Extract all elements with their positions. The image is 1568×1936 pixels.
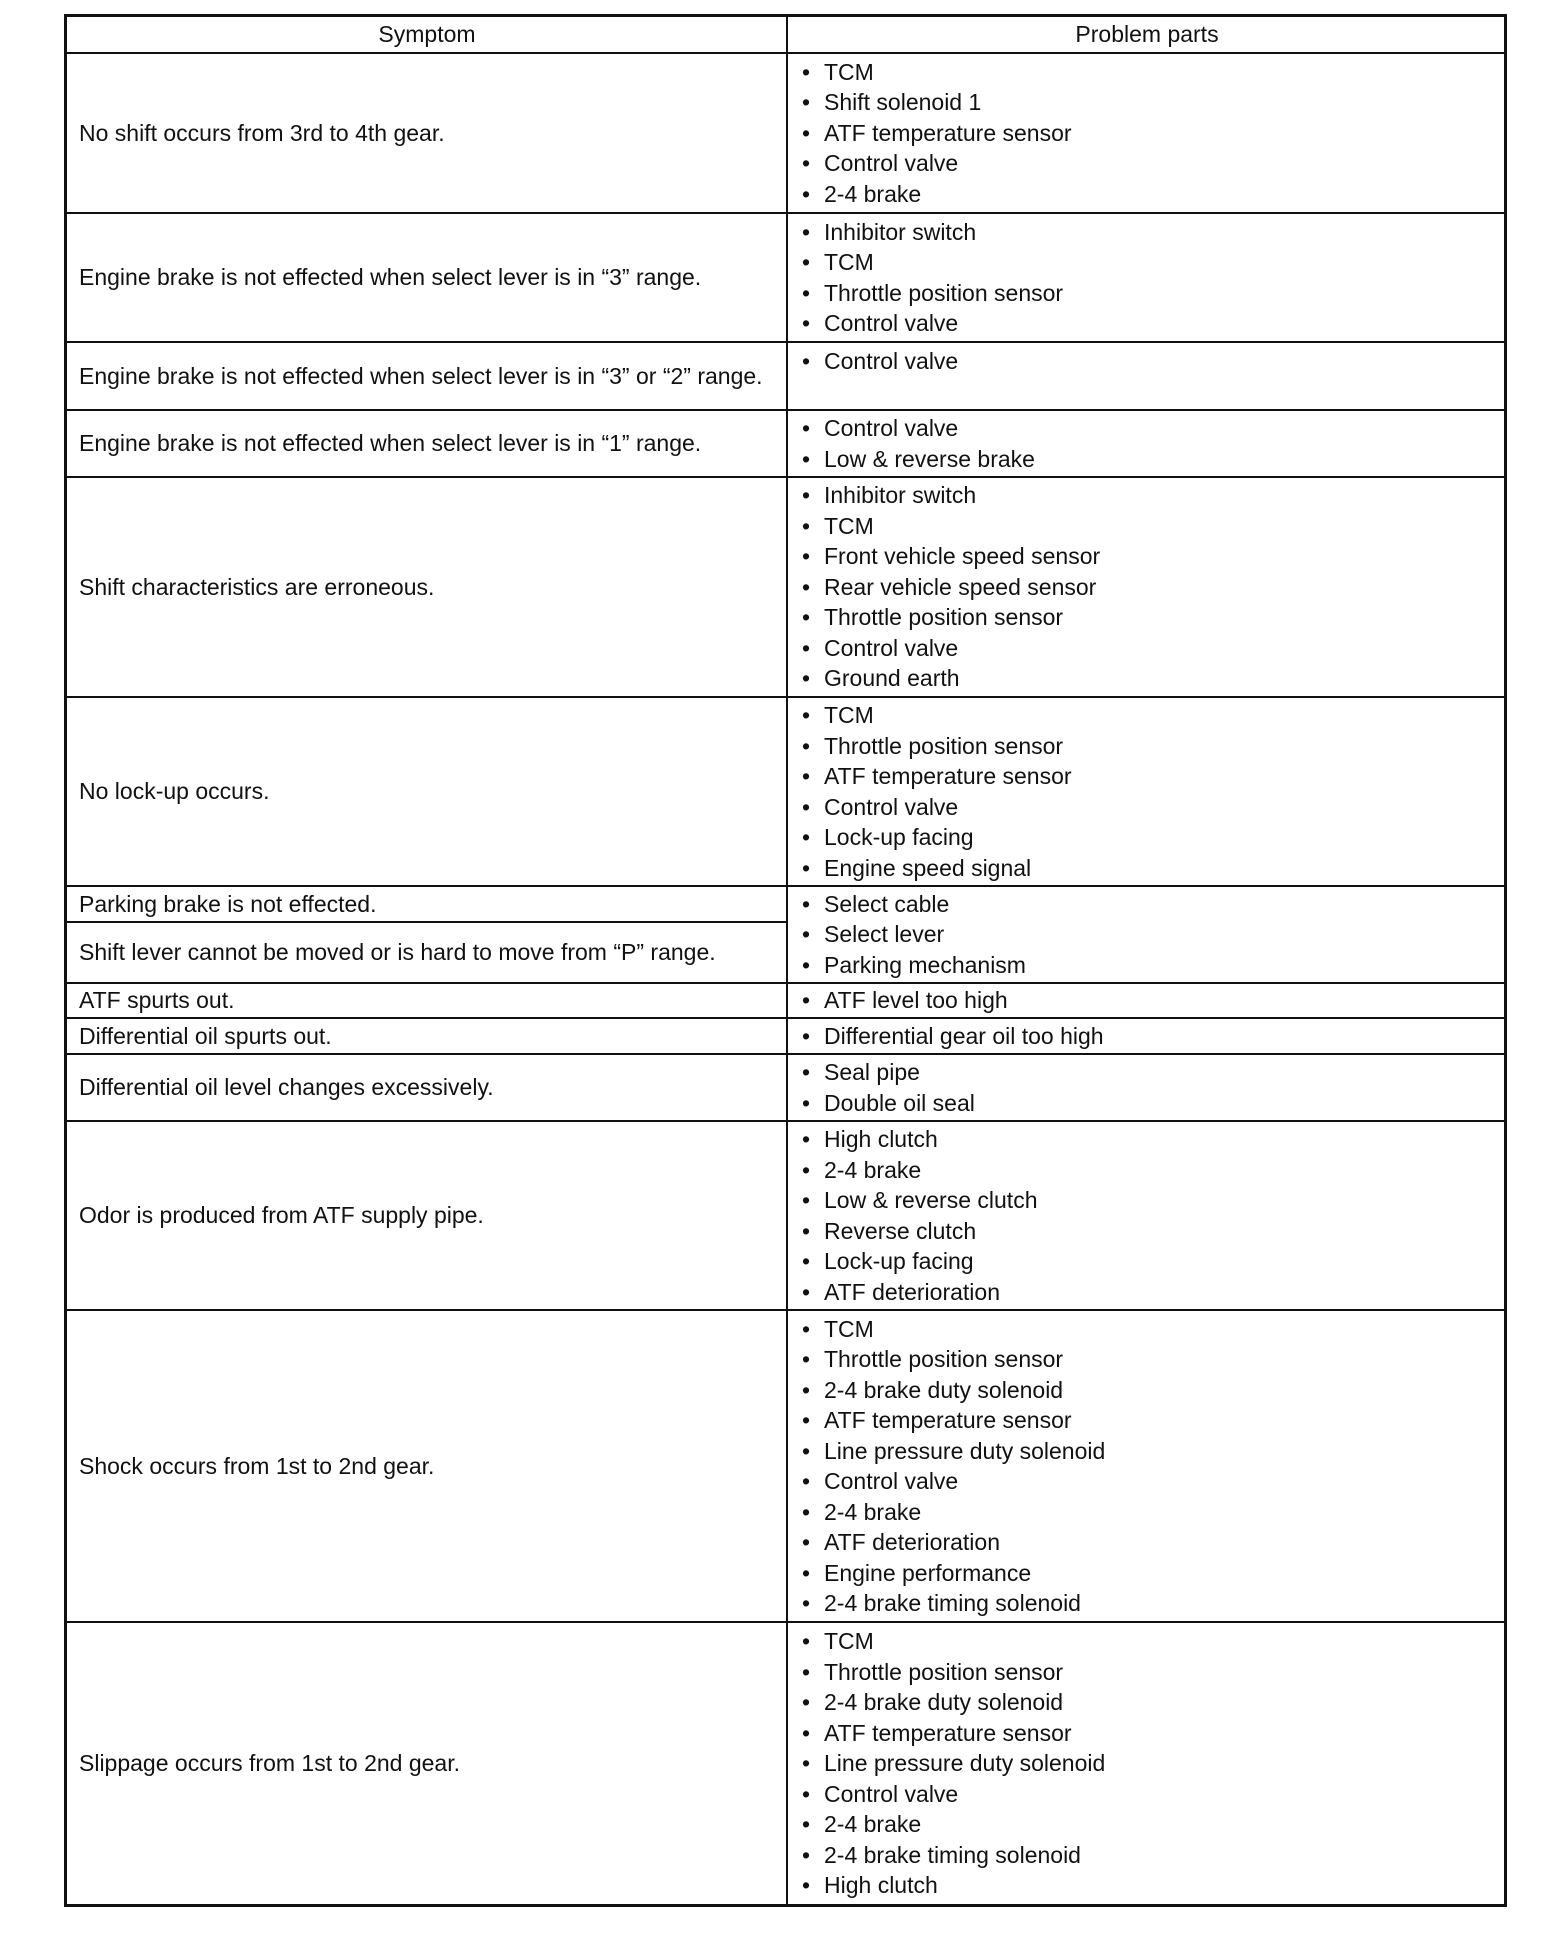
parts-list [798, 700, 1072, 883]
list-item: • ATF temperature sensor [798, 1718, 1105, 1749]
list-item: • Throttle position sensor [798, 602, 1100, 633]
parts-list [798, 1057, 975, 1118]
parts-cell [788, 984, 1504, 1017]
list-item: • TCM [798, 57, 1072, 88]
parts-cell [788, 1019, 1504, 1053]
parts-cell [788, 1311, 1504, 1621]
list-item: • 2-4 brake duty solenoid [798, 1375, 1105, 1406]
symptom-cell: Engine brake is not effected when select lever is in “3” or “2” range. [79, 362, 763, 389]
list-item: • Front vehicle speed sensor [798, 541, 1100, 572]
parts-cell [788, 887, 1504, 982]
list-item: • 2-4 brake timing solenoid [798, 1840, 1105, 1871]
parts-cell [788, 411, 1504, 476]
list-item: • ATF temperature sensor [798, 1405, 1105, 1436]
list-item: • Low & reverse brake [798, 444, 1035, 475]
symptom-cell: No shift occurs from 3rd to 4th gear. [79, 119, 445, 146]
list-item: • Low & reverse clutch [798, 1185, 1037, 1216]
symptom-cell: Shift lever cannot be moved or is hard to move from “P” range. [79, 939, 716, 966]
list-item: • Lock-up facing [798, 822, 1072, 853]
list-item: • Control valve [798, 792, 1072, 823]
list-item: • Throttle position sensor [798, 731, 1072, 762]
parts-list [798, 413, 1035, 474]
list-item: • TCM [798, 1626, 1105, 1657]
list-item: • 2-4 brake [798, 1155, 1037, 1186]
parts-list [798, 889, 1026, 981]
list-item: • Reverse clutch [798, 1216, 1037, 1247]
list-item: • High clutch [798, 1124, 1037, 1155]
list-item: • 2-4 brake [798, 1497, 1105, 1528]
list-item: • 2-4 brake timing solenoid [798, 1588, 1105, 1619]
list-item: • Ground earth [798, 663, 1100, 694]
list-item: • Double oil seal [798, 1088, 975, 1119]
list-item: • Control valve [798, 633, 1100, 664]
symptom-cell: Shock occurs from 1st to 2nd gear. [79, 1452, 435, 1479]
list-item: • High clutch [798, 1870, 1105, 1901]
list-item: • Throttle position sensor [798, 1344, 1105, 1375]
troubleshooting-table [64, 14, 1507, 1907]
header-symptom: Symptom [378, 21, 476, 48]
parts-list [798, 480, 1100, 694]
symptom-cell: Parking brake is not effected. [79, 890, 377, 917]
list-item: • Select lever [798, 919, 1026, 950]
parts-list [798, 346, 958, 377]
list-item: • 2-4 brake [798, 1809, 1105, 1840]
parts-cell [788, 1122, 1504, 1309]
list-item: • Control valve [798, 1779, 1105, 1810]
parts-list [798, 985, 1008, 1016]
parts-cell [788, 1623, 1504, 1904]
list-item: • Rear vehicle speed sensor [798, 572, 1100, 603]
list-item: • Throttle position sensor [798, 278, 1063, 309]
list-item: • ATF level too high [798, 985, 1008, 1016]
symptom-cell: Shift characteristics are erroneous. [79, 573, 435, 600]
list-item: • Lock-up facing [798, 1246, 1037, 1277]
parts-cell [788, 343, 1504, 409]
list-item: • ATF deterioration [798, 1277, 1037, 1308]
parts-cell [788, 478, 1504, 696]
parts-list [798, 1021, 1104, 1052]
list-item: • Parking mechanism [798, 950, 1026, 981]
symptom-cell: Odor is produced from ATF supply pipe. [79, 1202, 484, 1229]
list-item: • TCM [798, 511, 1100, 542]
symptom-cell: ATF spurts out. [79, 987, 235, 1014]
list-item: • Control valve [798, 1466, 1105, 1497]
list-item: • Control valve [798, 148, 1072, 179]
list-item: • Line pressure duty solenoid [798, 1436, 1105, 1467]
list-item: • Engine speed signal [798, 853, 1072, 884]
list-item: • ATF temperature sensor [798, 118, 1072, 149]
list-item: • Control valve [798, 346, 958, 377]
list-item: • Control valve [798, 308, 1063, 339]
list-item: • TCM [798, 700, 1072, 731]
list-item: • 2-4 brake [798, 179, 1072, 210]
list-item: • Line pressure duty solenoid [798, 1748, 1105, 1779]
list-item: • 2-4 brake duty solenoid [798, 1687, 1105, 1718]
symptom-cell: Differential oil level changes excessively. [79, 1074, 494, 1101]
parts-cell [788, 1055, 1504, 1120]
symptom-cell: Engine brake is not effected when select lever is in “3” range. [79, 264, 702, 291]
list-item: • Inhibitor switch [798, 217, 1063, 248]
list-item: • Control valve [798, 413, 1035, 444]
parts-cell [788, 214, 1504, 341]
list-item: • Shift solenoid 1 [798, 87, 1072, 118]
list-item: • ATF temperature sensor [798, 761, 1072, 792]
symptom-cell: Engine brake is not effected when select lever is in “1” range. [79, 430, 702, 457]
header-problem-parts: Problem parts [1075, 21, 1219, 48]
list-item: • Throttle position sensor [798, 1657, 1105, 1688]
list-item: • TCM [798, 1314, 1105, 1345]
symptom-cell: No lock-up occurs. [79, 778, 270, 805]
parts-list [798, 1626, 1105, 1901]
list-item: • Seal pipe [798, 1057, 975, 1088]
list-item: • TCM [798, 247, 1063, 278]
list-item: • Engine performance [798, 1558, 1105, 1589]
symptom-cell: Differential oil spurts out. [79, 1022, 332, 1049]
list-item: • ATF deterioration [798, 1527, 1105, 1558]
parts-list [798, 1314, 1105, 1619]
parts-list [798, 57, 1072, 210]
list-item: • Select cable [798, 889, 1026, 920]
parts-cell [788, 698, 1504, 885]
parts-list [798, 217, 1063, 339]
list-item: • Differential gear oil too high [798, 1021, 1104, 1052]
parts-list [798, 1124, 1037, 1307]
parts-cell [788, 54, 1504, 212]
symptom-cell: Slippage occurs from 1st to 2nd gear. [79, 1750, 460, 1777]
list-item: • Inhibitor switch [798, 480, 1100, 511]
